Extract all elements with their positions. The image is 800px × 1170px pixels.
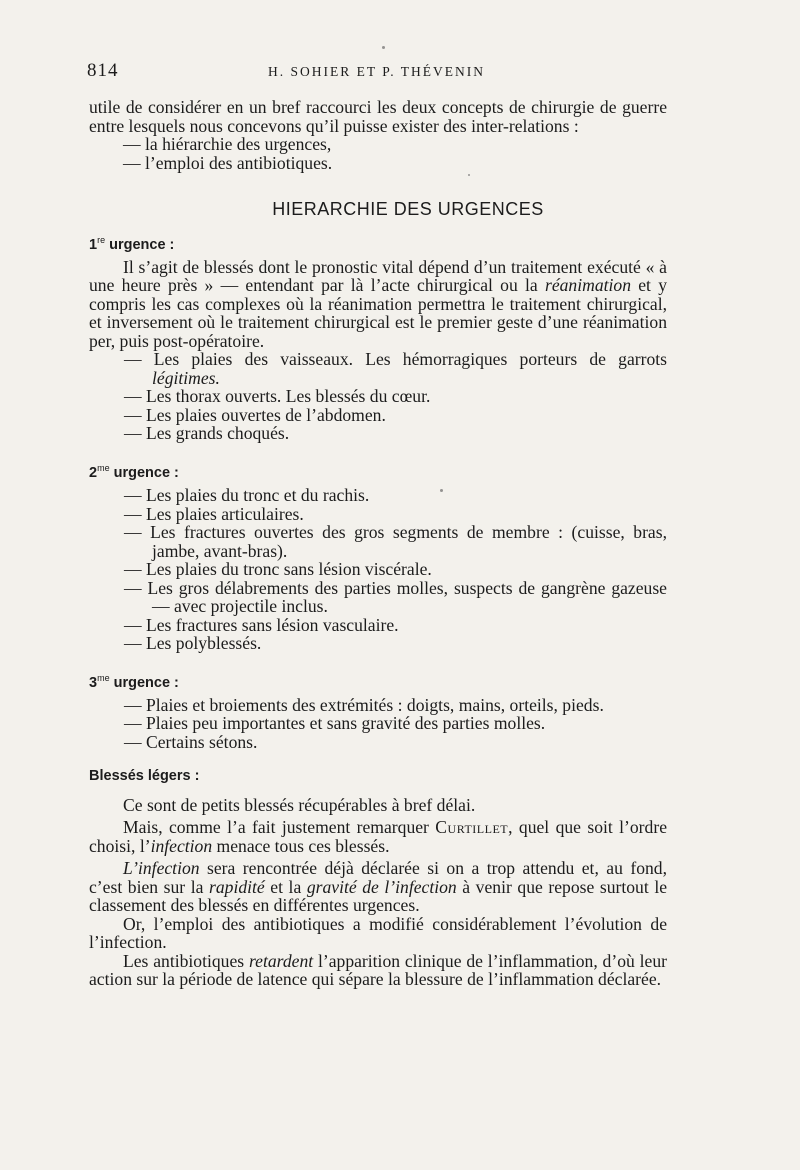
print-speck	[468, 174, 470, 176]
page-header	[87, 60, 666, 84]
paragraph: Ce sont de petits blessés récupérables à bref délai.	[123, 794, 476, 815]
paragraph: Les antibiotiques retardent l’apparition clinique de l’inflammation, d’où leur action sur la période de latence qui sépare la blessure de l’inflammation déclarée.	[89, 950, 667, 990]
list-item: — Plaies peu importantes et sans gravité des parties molles.	[124, 713, 546, 734]
list-item: — Les plaies des vaisseaux. Les hémorragiques porteurs de garrots légitimes.	[124, 349, 667, 388]
list-item: — Les gros délabrements des parties molles, suspects de gangrène gazeuse — avec projectile inclus.	[124, 577, 667, 617]
list-item: — Plaies et broiements des extrémités : doigts, mains, orteils, pieds.	[124, 694, 604, 715]
list-item: — Les plaies articulaires.	[124, 503, 304, 524]
page-number: 814	[87, 60, 119, 81]
list-item: — Les thorax ouverts. Les blessés du cœur.	[124, 386, 431, 407]
paragraph: Mais, comme l’a fait justement remarquer Curtillet, quel que soit l’ordre choisi, l’infection menace tous ces blessés.	[89, 817, 668, 856]
urgence-1-paragraph: Il s’agit de blessés dont le pronostic vital dépend d’un traitement exécuté « à une heure près » — entendant par là l’acte chirurgical ou la réanimation et y compris les cas complexes où la réanimation permettra le traitement chirurgical, et inversement où le traitement chirurgical est le premier geste d’une réanimation per, puis post-opératoire.	[89, 256, 667, 351]
urgence-1-heading: 1re urgence :	[89, 234, 175, 253]
body-text	[89, 98, 667, 989]
list-item: — Les polyblessés.	[124, 633, 262, 654]
intro-item: — la hiérarchie des urgences,	[123, 134, 332, 154]
list-item: — Les fractures ouvertes des gros segments de membre : (cuisse, bras, jambe, avant-bras).	[124, 522, 667, 561]
print-speck	[440, 489, 443, 492]
list-item: — Les grands choqués.	[124, 423, 290, 444]
list-item: — Les plaies du tronc et du rachis.	[124, 485, 370, 506]
urgence-2-heading: $2^{me}$ urgence :	[89, 462, 179, 481]
urgence-3-heading: $3^{me}$ urgence :	[89, 672, 179, 691]
list-item: — Certains sétons.	[124, 731, 258, 752]
intro-paragraph: utile de considérer en un bref raccourci les deux concepts de chirurgie de guerre entre lesquels nous concevons qu’il puisse exister des inter-relations :	[89, 97, 667, 136]
running-head: H. SOHIER ET P. THÉVENIN	[267, 64, 485, 79]
list-item: — Les plaies du tronc sans lésion viscérale.	[124, 559, 432, 580]
intro-item: — l’emploi des antibiotiques.	[123, 152, 333, 173]
section-title: HIERARCHIE DES URGENCES	[272, 199, 544, 219]
urgence-3-list	[89, 696, 667, 752]
print-speck	[382, 46, 385, 49]
paragraph: Or, l’emploi des antibiotiques a modifié considérablement l’évolution de l’infection.	[89, 913, 667, 953]
paragraph: L’infection sera rencontrée déjà déclarée si on a trop attendu et, au fond, c’est bien sur la rapidité et la gravité de l’infection à venir que repose surtout le classement des blessés en différentes urgences.	[89, 858, 668, 916]
urgence-2-list	[89, 486, 667, 653]
list-item: — Les plaies ouvertes de l’abdomen.	[124, 404, 386, 425]
urgence-1-list	[89, 350, 667, 443]
blesses-legers-heading: Blessés légers :	[89, 768, 200, 785]
list-item: — Les fractures sans lésion vasculaire.	[124, 614, 399, 635]
